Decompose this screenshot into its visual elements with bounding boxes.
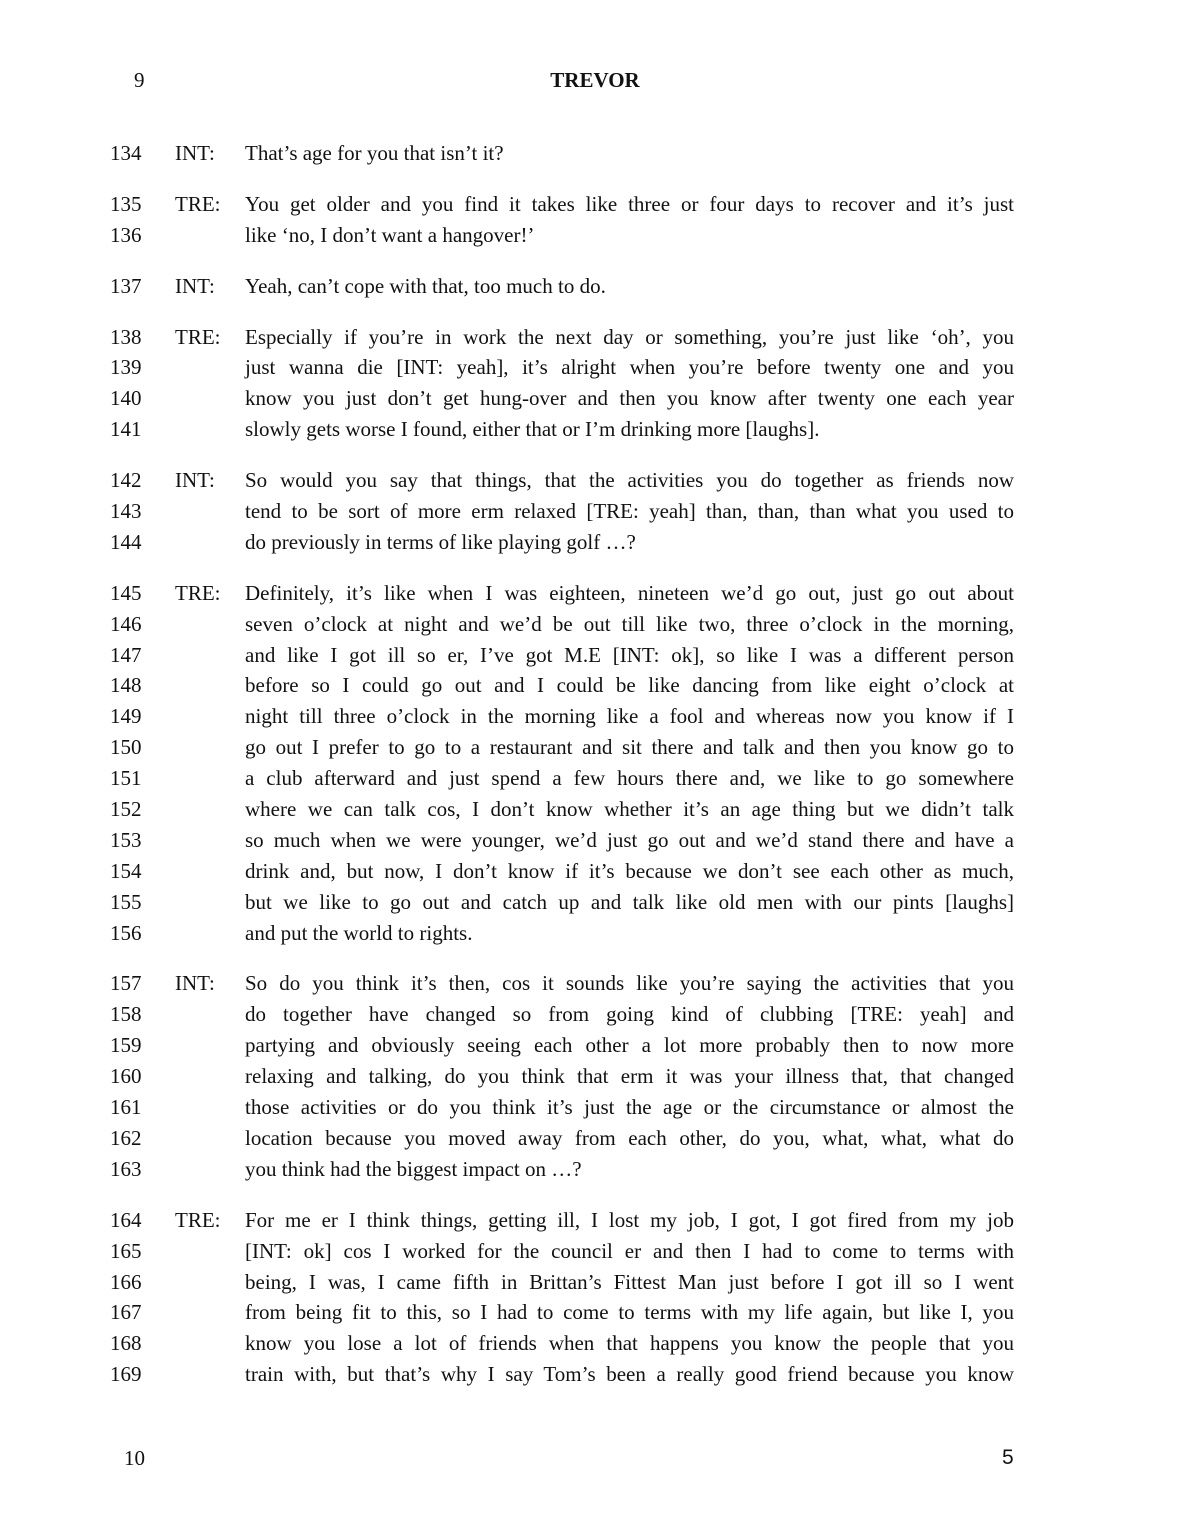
line-text: like ‘no, I don’t want a hangover!’ <box>245 222 535 247</box>
speaker-label: TRE: <box>175 580 221 605</box>
line-number: 135 <box>110 191 142 216</box>
line-text: do previously in terms of like playing golf …? <box>245 529 636 554</box>
transcript-line <box>0 1123 1190 1154</box>
transcript-line <box>0 732 1190 763</box>
footer-line-number: 10 <box>124 1446 145 1470</box>
transcript-line <box>0 1267 1190 1298</box>
transcript-line <box>0 918 1190 949</box>
line-text: You get older and you find it takes like three or four days to recover and it’s just <box>245 191 1014 216</box>
transcript-line <box>0 189 1190 220</box>
transcript-line <box>0 578 1190 609</box>
transcript-line <box>0 1030 1190 1061</box>
transcript-turn <box>0 968 1190 1184</box>
transcript-line <box>0 1297 1190 1328</box>
line-number: 141 <box>110 417 142 442</box>
line-text: night till three o’clock in the morning like a fool and whereas now you know if I <box>245 704 1014 729</box>
transcript-line <box>0 414 1190 445</box>
line-number: 154 <box>110 858 142 883</box>
line-number: 156 <box>110 920 142 945</box>
transcript-line <box>0 1061 1190 1092</box>
transcript-line <box>0 220 1190 251</box>
line-text: know you just don’t get hung-over and then you know after twenty one each year <box>245 386 1014 411</box>
transcript-line <box>0 496 1190 527</box>
turn-spacer <box>0 445 1190 465</box>
line-number: 150 <box>110 735 142 760</box>
turn-spacer <box>0 1185 1190 1205</box>
transcript-turn <box>0 138 1190 169</box>
line-number: 161 <box>110 1095 142 1120</box>
line-number: 145 <box>110 580 142 605</box>
turn-spacer <box>0 948 1190 968</box>
turn-spacer <box>0 251 1190 271</box>
line-text: but we like to go out and catch up and talk like old men with our pints [laughs] <box>245 889 1014 914</box>
line-number: 158 <box>110 1002 142 1027</box>
line-text: a club afterward and just spend a few hours there and, we like to go somewhere <box>245 766 1014 791</box>
line-number: 138 <box>110 324 142 349</box>
line-number: 169 <box>110 1362 142 1387</box>
line-number: 149 <box>110 704 142 729</box>
line-number: 151 <box>110 766 142 791</box>
line-number: 147 <box>110 642 142 667</box>
line-text: For me er I think things, getting ill, I lost my job, I got, I got fired from my job <box>245 1207 1014 1232</box>
line-text: so much when we were younger, we’d just go out and we’d stand there and have a <box>245 827 1014 852</box>
line-number: 143 <box>110 499 142 524</box>
transcript-turn <box>0 578 1190 949</box>
line-text: where we can talk cos, I don’t know whether it’s an age thing but we didn’t talk <box>245 797 1014 822</box>
page-number-top: 9 <box>134 68 145 92</box>
speaker-label: INT: <box>175 273 215 298</box>
line-text: you think had the biggest impact on …? <box>245 1156 582 1181</box>
line-text: train with, but that’s why I say Tom’s been a really good friend because you know <box>245 1362 1014 1387</box>
transcript-line <box>0 825 1190 856</box>
transcript-turn <box>0 271 1190 302</box>
line-text: know you lose a lot of friends when that happens you know the people that you <box>245 1331 1014 1356</box>
line-text: those activities or do you think it’s just the age or the circumstance or almost the <box>245 1095 1014 1120</box>
line-text: before so I could go out and I could be like dancing from like eight o’clock at <box>245 673 1014 698</box>
footer-page-number: 5 <box>1002 1446 1014 1469</box>
line-text: location because you moved away from each other, do you, what, what, what do <box>245 1125 1014 1150</box>
transcript-line <box>0 640 1190 671</box>
line-number: 153 <box>110 827 142 852</box>
turn-spacer <box>0 169 1190 189</box>
transcript-turn <box>0 189 1190 251</box>
line-text: from being fit to this, so I had to come to terms with my life again, but like I, you <box>245 1300 1014 1325</box>
line-text: [INT: ok] cos I worked for the council er and then I had to come to terms with <box>245 1238 1014 1263</box>
line-text: So do you think it’s then, cos it sounds like you’re saying the activities that you <box>245 971 1014 996</box>
line-number: 144 <box>110 529 142 554</box>
transcript-line <box>0 1359 1190 1390</box>
line-text: slowly gets worse I found, either that or I’m drinking more [laughs]. <box>245 417 820 442</box>
line-text: being, I was, I came fifth in Brittan’s Fittest Man just before I got ill so I went <box>245 1269 1014 1294</box>
line-number: 134 <box>110 141 142 165</box>
line-number: 159 <box>110 1033 142 1058</box>
transcript-line <box>0 763 1190 794</box>
transcript-turn <box>0 1205 1190 1390</box>
line-number: 165 <box>110 1238 142 1263</box>
line-number: 166 <box>110 1269 142 1294</box>
line-number: 136 <box>110 222 142 247</box>
line-number: 168 <box>110 1331 142 1356</box>
line-text: Especially if you’re in work the next day or something, you’re just like ‘oh’, you <box>245 324 1014 349</box>
page-title: TREVOR <box>550 68 640 92</box>
transcript <box>0 138 1190 1390</box>
transcript-turn <box>0 465 1190 558</box>
line-number: 148 <box>110 673 142 698</box>
line-text: That’s age for you that isn’t it? <box>245 141 504 165</box>
transcript-line <box>0 794 1190 825</box>
line-text: Definitely, it’s like when I was eighteen, nineteen we’d go out, just go out about <box>245 580 1014 605</box>
line-number: 140 <box>110 386 142 411</box>
transcript-line <box>0 1205 1190 1236</box>
line-number: 167 <box>110 1300 142 1325</box>
transcript-line <box>0 527 1190 558</box>
line-number: 162 <box>110 1125 142 1150</box>
transcript-line <box>0 701 1190 732</box>
transcript-line <box>0 271 1190 302</box>
line-text: just wanna die [INT: yeah], it’s alright when you’re before twenty one and you <box>245 355 1014 380</box>
line-number: 139 <box>110 355 142 380</box>
line-text: relaxing and talking, do you think that erm it was your illness that, that changed <box>245 1064 1014 1089</box>
line-number: 137 <box>110 273 142 298</box>
transcript-line <box>0 383 1190 414</box>
transcript-line <box>0 1092 1190 1123</box>
turn-spacer <box>0 558 1190 578</box>
line-text: drink and, but now, I don’t know if it’s because we don’t see each other as much, <box>245 858 1014 883</box>
speaker-label: INT: <box>175 468 215 493</box>
line-text: go out I prefer to go to a restaurant and sit there and talk and then you know go to <box>245 735 1014 760</box>
line-text: and put the world to rights. <box>245 920 473 945</box>
transcript-line <box>0 322 1190 353</box>
line-number: 142 <box>110 468 142 493</box>
line-number: 146 <box>110 611 142 636</box>
transcript-turn <box>0 322 1190 446</box>
transcript-line <box>0 1154 1190 1185</box>
line-text: do together have changed so from going kind of clubbing [TRE: yeah] and <box>245 1002 1014 1027</box>
line-number: 164 <box>110 1207 142 1232</box>
line-text: So would you say that things, that the activities you do together as friends now <box>245 468 1014 493</box>
line-text: seven o’clock at night and we’d be out till like two, three o’clock in the morning, <box>245 611 1014 636</box>
speaker-label: INT: <box>175 141 215 165</box>
line-text: partying and obviously seeing each other a lot more probably then to now more <box>245 1033 1014 1058</box>
line-number: 157 <box>110 971 142 996</box>
transcript-line <box>0 352 1190 383</box>
transcript-line <box>0 999 1190 1030</box>
line-number: 160 <box>110 1064 142 1089</box>
speaker-label: TRE: <box>175 191 221 216</box>
line-number: 163 <box>110 1156 142 1181</box>
transcript-line <box>0 1236 1190 1267</box>
transcript-line <box>0 138 1190 169</box>
line-number: 152 <box>110 797 142 822</box>
line-text: and like I got ill so er, I’ve got M.E [INT: ok], so like I was a different person <box>245 642 1014 667</box>
transcript-line <box>0 887 1190 918</box>
line-number: 155 <box>110 889 142 914</box>
turn-spacer <box>0 302 1190 322</box>
line-text: tend to be sort of more erm relaxed [TRE: yeah] than, than, than what you used to <box>245 499 1014 524</box>
transcript-line <box>0 1328 1190 1359</box>
line-text: Yeah, can’t cope with that, too much to do. <box>245 273 606 298</box>
transcript-line <box>0 465 1190 496</box>
speaker-label: TRE: <box>175 324 221 349</box>
transcript-line <box>0 968 1190 999</box>
speaker-label: TRE: <box>175 1207 221 1232</box>
speaker-label: INT: <box>175 971 215 996</box>
transcript-line <box>0 856 1190 887</box>
transcript-line <box>0 609 1190 640</box>
transcript-line <box>0 670 1190 701</box>
